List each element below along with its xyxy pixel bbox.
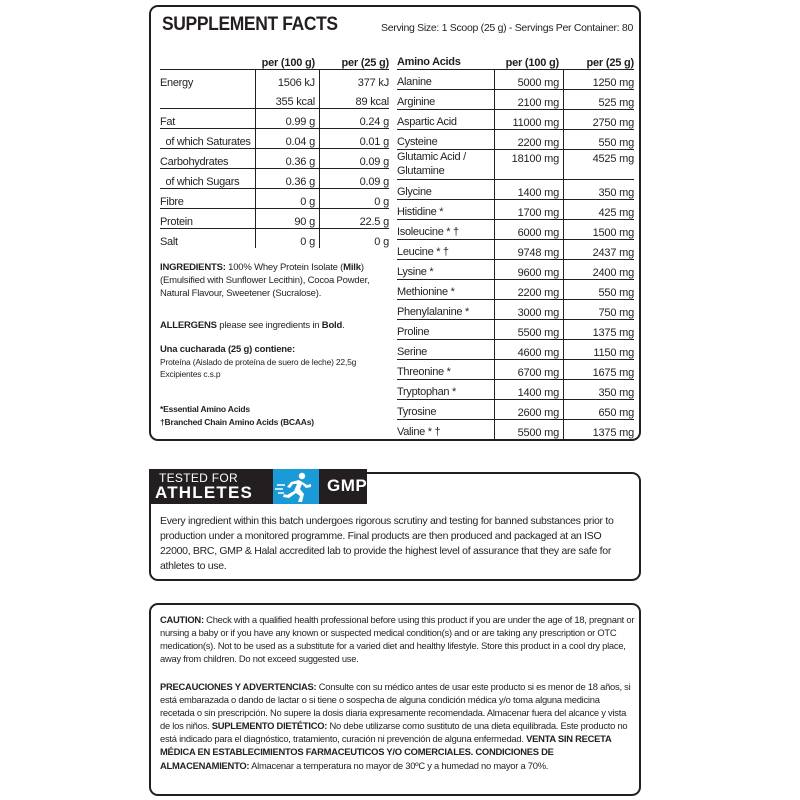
amino-name: Proline: [397, 326, 430, 338]
facts-title: SUPPLEMENT FACTS: [162, 14, 338, 35]
amino-per-100g: 2600 mg: [517, 407, 559, 419]
amino-per-25g: 1500 mg: [592, 227, 634, 239]
nutrient-per-100g: 0.36 g: [285, 156, 315, 168]
amino-per-25g: 1375 mg: [592, 327, 634, 339]
amino-name: Phenylalanine *: [397, 306, 469, 318]
amino-acids-table: [397, 54, 634, 439]
tested-description: Every ingredient within this batch undergoes rigorous scrutiny and testing for banned substances prior to production under a monitored programme. Final products are then produced and packaged at an ISO 22000, BRC, GMP & Halal accredited lab to provide the highest level of assurance that they are safe for athletes to use.: [160, 515, 614, 572]
footnotes: [160, 403, 314, 429]
nutrient-per-25g: 0 g: [374, 196, 389, 208]
amino-name: Methionine *: [397, 286, 455, 298]
amino-per-100g: 3000 mg: [517, 307, 559, 319]
amino-per-25g: 1250 mg: [592, 77, 634, 89]
amino-row: [397, 280, 634, 299]
amino-per-100g: 9600 mg: [517, 267, 559, 279]
amino-per-25g: 2750 mg: [592, 117, 634, 129]
caution-text: [160, 613, 635, 665]
amino-name: Cysteine: [397, 136, 438, 148]
amino-row: [397, 340, 634, 359]
nutrition-row: [160, 189, 389, 208]
amino-name: Leucine * †: [397, 246, 449, 258]
amino-per-100g: 2200 mg: [517, 137, 559, 149]
tested-panel: [149, 472, 641, 581]
amino-per-25g: 1375 mg: [592, 427, 634, 439]
amino-name: Alanine: [397, 76, 432, 88]
amino-per-100g: 5500 mg: [517, 327, 559, 339]
nutrient-per-25g: 22.5 g: [359, 216, 389, 228]
amino-header-name: Amino Acids: [397, 56, 461, 68]
amino-per-100g: 5500 mg: [517, 427, 559, 439]
amino-header-25g: per (25 g): [586, 57, 634, 69]
amino-name: Aspartic Acid: [397, 116, 457, 128]
amino-name: Threonine *: [397, 366, 451, 378]
nutrient-name: Carbohydrates: [160, 156, 229, 168]
suplemento-body: No debe utilizarse como sustituto de una dieta equilibrada. Este producto no está indicado para el diagnóstico, tratamiento, curación ni prevención de alguna enfermedad.: [160, 720, 628, 745]
nutrient-per-25g: 377 kJ: [357, 77, 389, 89]
amino-per-100g: 9748 mg: [517, 247, 559, 259]
amino-row: [397, 420, 634, 439]
amino-row: [397, 150, 634, 179]
amino-row: [397, 400, 634, 419]
tested-badge: [149, 469, 367, 504]
amino-header-100g: per (100 g): [505, 57, 559, 69]
amino-per-100g: 2100 mg: [517, 97, 559, 109]
nutrient-name: Protein: [160, 216, 193, 228]
caution-panel: [149, 603, 641, 796]
amino-name: Valine * †: [397, 426, 441, 438]
amino-per-25g: 750 mg: [598, 307, 634, 319]
footnote-essential: *Essential Amino Acids: [160, 404, 250, 414]
nutrient-per-25g: 0.09 g: [359, 156, 389, 168]
cucharada-block: [160, 344, 385, 380]
nutrient-per-100g: 0.99 g: [285, 116, 315, 128]
nutrient-per-25g: 0.24 g: [359, 116, 389, 128]
nutrient-per-25g: 0.09 g: [359, 176, 389, 188]
nutrient-per-25g: 0.01 g: [359, 136, 389, 148]
amino-per-100g: 11000 mg: [512, 117, 559, 129]
amino-per-25g: 350 mg: [598, 187, 634, 199]
amino-per-100g: 18100 mg: [511, 153, 559, 165]
amino-per-25g: 525 mg: [598, 97, 634, 109]
nutrition-row: [160, 169, 389, 188]
caution-label: CAUTION:: [160, 614, 204, 625]
nutrient-per-100g: 90 g: [294, 216, 315, 228]
amino-row: [397, 220, 634, 239]
cucharada-line1: Proteína (Aislado de proteína de suero de leche) 22,5g: [160, 357, 357, 367]
amino-name: Glycine: [397, 186, 432, 198]
nutrient-per-100g: 0 g: [300, 236, 315, 248]
supplement-facts-panel: [149, 5, 641, 441]
nutrient-name: Fat: [160, 116, 175, 128]
amino-per-25g: 2437 mg: [592, 247, 634, 259]
nutrient-name: of which Saturates: [160, 136, 251, 148]
serving-info: Serving Size: 1 Scoop (25 g) - Servings Per Container: 80: [381, 22, 633, 34]
amino-per-100g: 4600 mg: [517, 347, 559, 359]
amino-row: [397, 300, 634, 319]
amino-name: Tryptophan *: [397, 386, 456, 398]
amino-per-100g: 1400 mg: [517, 187, 559, 199]
amino-name: Lysine *: [397, 266, 434, 278]
footnote-bcaa: †Branched Chain Amino Acids (BCAAs): [160, 417, 314, 427]
cucharada-title: Una cucharada (25 g) contiene:: [160, 344, 295, 355]
ingredients-label: INGREDIENTS:: [160, 262, 226, 273]
nutrition-row: [160, 229, 389, 248]
amino-row: [397, 360, 634, 379]
amino-name: Glutamic Acid / Glutamine: [397, 151, 466, 177]
ingredients-post: ) (Emulsified with Sunflower Lecithin), Cocoa Powder, Natural Flavour, Sweetener (Sucralose).: [160, 262, 370, 299]
nutrient-name: Salt: [160, 236, 178, 248]
allergens-pre: please see ingredients in: [216, 320, 322, 331]
amino-row: [397, 90, 634, 109]
amino-per-25g: 1675 mg: [592, 367, 634, 379]
precauciones-body: Consulte con su médico antes de usar este producto si es menor de 18 años, si está embarazada o dando de lactar o si tiene o sospecha de alguna condición médica y/o toma alguna medicina recetada o sin prescripción. No supere la dosis diaria expresamente recomendada. Almacenar fuera del alcance y vista de los niños.: [160, 681, 631, 732]
allergens-text: [160, 320, 385, 331]
nutrition-row: [160, 209, 389, 228]
amino-per-25g: 550 mg: [598, 287, 634, 299]
ingredients-allergen: Milk: [343, 262, 361, 273]
badge-main-text: ATHLETES: [155, 483, 254, 502]
amino-per-100g: 6700 mg: [517, 367, 559, 379]
badge-top-text: TESTED FOR: [159, 471, 239, 485]
amino-header: [397, 54, 634, 69]
nutrient-per-100g: 0 g: [300, 196, 315, 208]
amino-per-25g: 2400 mg: [592, 267, 634, 279]
nutrient-per-100g: 0.04 g: [285, 136, 315, 148]
allergens-post: .: [342, 320, 345, 331]
amino-row: [397, 110, 634, 129]
suplemento-label: SUPLEMENTO DIETÉTICO:: [211, 720, 328, 732]
nutrition-header-100g: per (100 g): [261, 57, 315, 69]
venta-label: VENTA SIN RECETA MÉDICA EN ESTABLECIMIENTOS FARMACEUTICOS Y/O COMERCIALES. CONDICIONES DE ALMACENAMIENTO:: [160, 733, 612, 771]
amino-name: Arginine: [397, 96, 435, 108]
nutrition-row: [160, 129, 389, 148]
ingredients-text: [160, 261, 385, 300]
amino-per-25g: 1150 mg: [593, 347, 634, 359]
nutrition-header: [160, 54, 389, 69]
amino-row: [397, 260, 634, 279]
amino-row: [397, 70, 634, 89]
amino-per-25g: 550 mg: [598, 137, 634, 149]
nutrition-row: [160, 89, 389, 108]
ingredients-pre: 100% Whey Protein Isolate (: [225, 262, 344, 273]
nutrition-row: [160, 109, 389, 128]
nutrient-per-25g: 89 kcal: [355, 96, 389, 108]
amino-row: [397, 130, 634, 149]
nutrition-row: [160, 70, 389, 89]
amino-per-100g: 2200 mg: [517, 287, 559, 299]
nutrient-per-100g: 355 kcal: [275, 96, 315, 108]
amino-name: Histidine *: [397, 206, 444, 218]
amino-row: [397, 240, 634, 259]
nutrient-per-25g: 0 g: [374, 236, 389, 248]
amino-row: [397, 200, 634, 219]
allergens-bold: Bold: [321, 320, 343, 331]
nutrient-per-100g: 0.36 g: [285, 176, 315, 188]
amino-per-100g: 6000 mg: [517, 227, 559, 239]
amino-per-25g: 425 mg: [598, 207, 634, 219]
amino-per-25g: 650 mg: [598, 407, 634, 419]
runner-icon: [273, 469, 319, 504]
amino-name: Tyrosine: [397, 406, 437, 418]
amino-row: [397, 180, 634, 199]
nutrition-header-25g: per (25 g): [341, 57, 389, 69]
amino-per-100g: 1700 mg: [517, 207, 559, 219]
amino-name: Serine: [397, 346, 427, 358]
amino-row: [397, 380, 634, 399]
allergens-label: ALLERGENS: [160, 320, 217, 331]
amino-name: Isoleucine * †: [397, 226, 459, 238]
nutrient-name: of which Sugars: [160, 176, 240, 188]
nutrient-name: Energy: [160, 77, 194, 89]
nutrition-table: [160, 54, 389, 248]
badge-brand-text: GMP: [327, 476, 368, 495]
nutrition-row: [160, 149, 389, 168]
amino-per-100g: 5000 mg: [517, 77, 559, 89]
nutrient-per-100g: 1506 kJ: [277, 77, 315, 89]
amino-row: [397, 320, 634, 339]
amino-per-100g: 1400 mg: [517, 387, 559, 399]
amino-per-25g: 350 mg: [598, 387, 634, 399]
almacenamiento-body: Almacenar a temperatura no mayor de 30ºC y a humedad no mayor a 70%.: [249, 759, 549, 771]
precauciones-text: [160, 680, 635, 772]
caution-body: Check with a qualified health professional before using this product if you are under the age of 18, pregnant or nursing a baby or if you have any known or suspected medical condition(s) and or are taking any prescription or OTC medication(s). Not to be used as a substitute for a varied diet and healthy lifestyle. Store this product in a cool dry place, away from children. Do not exceed suggested use.: [160, 614, 635, 665]
amino-per-25g: 4525 mg: [592, 153, 634, 165]
precauciones-label: PRECAUCIONES Y ADVERTENCIAS:: [160, 681, 317, 692]
cucharada-line2: Excipientes c.s.p: [160, 369, 221, 379]
nutrient-name: Fibre: [160, 196, 184, 208]
